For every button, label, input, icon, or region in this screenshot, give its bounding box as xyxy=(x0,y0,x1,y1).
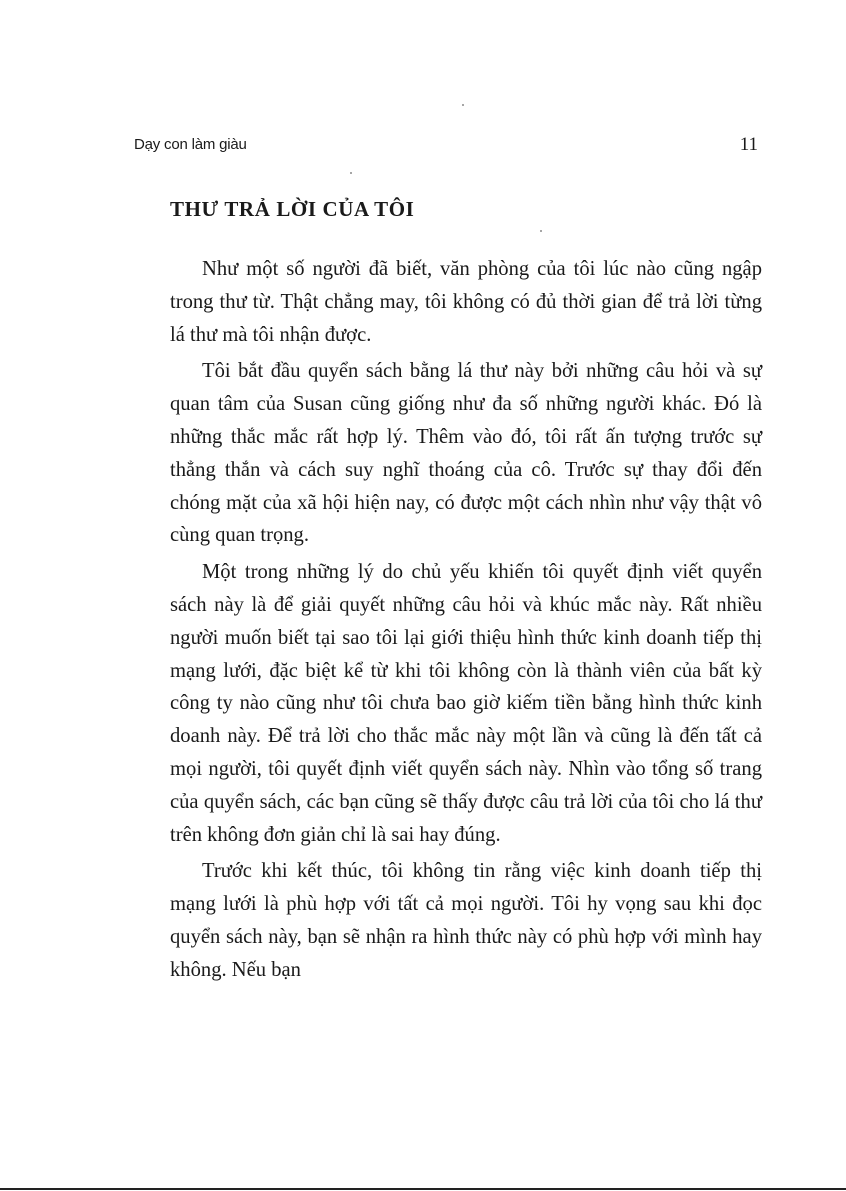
page-bottom-edge xyxy=(0,1188,846,1190)
book-title: Dạy con làm giàu xyxy=(134,136,247,153)
paragraph: Như một số người đã biết, văn phòng của tôi lúc nào cũng ngập trong thư từ. Thật chẳng may, tôi không có đủ thời gian để trả lời từng lá thư mà tôi nhận được. xyxy=(170,258,762,346)
scan-speck xyxy=(540,230,542,232)
page-number: 11 xyxy=(739,134,758,155)
paragraph: Một trong những lý do chủ yếu khiến tôi quyết định viết quyển sách này là để giải quyết những câu hỏi và khúc mắc này. Rất nhiều người muốn biết tại sao tôi lại giới thiệu hình thức kinh doanh tiếp thị mạng lưới, đặc biệt kể từ khi tôi không còn là thành viên của bất kỳ công ty nào cũng như tôi chưa bao giờ kiếm tiền bằng hình thức kinh doanh này. Để trả lời cho thắc mắc này một lần và cũng là đến tất cả mọi người, tôi quyết định viết quyển sách này. Nhìn vào tổng số trang của quyển sách, các bạn cũng sẽ thấy được câu trả lời của tôi cho lá thư trên không đơn giản chỉ là sai hay đúng. xyxy=(170,561,762,846)
scan-speck xyxy=(350,172,352,174)
chapter-title: THƯ TRẢ LỜI CỦA TÔI xyxy=(170,197,415,221)
paragraph: Tôi bắt đầu quyển sách bằng lá thư này bởi những câu hỏi và sự quan tâm của Susan cũng giống như đa số những người khác. Đó là những thắc mắc rất hợp lý. Thêm vào đó, tôi rất ấn tượng trước sự thẳng thắn và cách suy nghĩ thoáng của cô. Trước sự thay đổi đến chóng mặt của xã hội hiện nay, có được một cách nhìn như vậy thật vô cùng quan trọng. xyxy=(170,360,762,547)
body-text xyxy=(170,253,762,991)
paragraph: Trước khi kết thúc, tôi không tin rằng việc kinh doanh tiếp thị mạng lưới là phù hợp với tất cả mọi người. Tôi hy vọng sau khi đọc quyển sách này, bạn sẽ nhận ra hình thức này có phù hợp với mình hay không. Nếu bạn xyxy=(170,860,762,981)
running-header xyxy=(134,136,758,160)
scan-speck xyxy=(462,104,464,106)
